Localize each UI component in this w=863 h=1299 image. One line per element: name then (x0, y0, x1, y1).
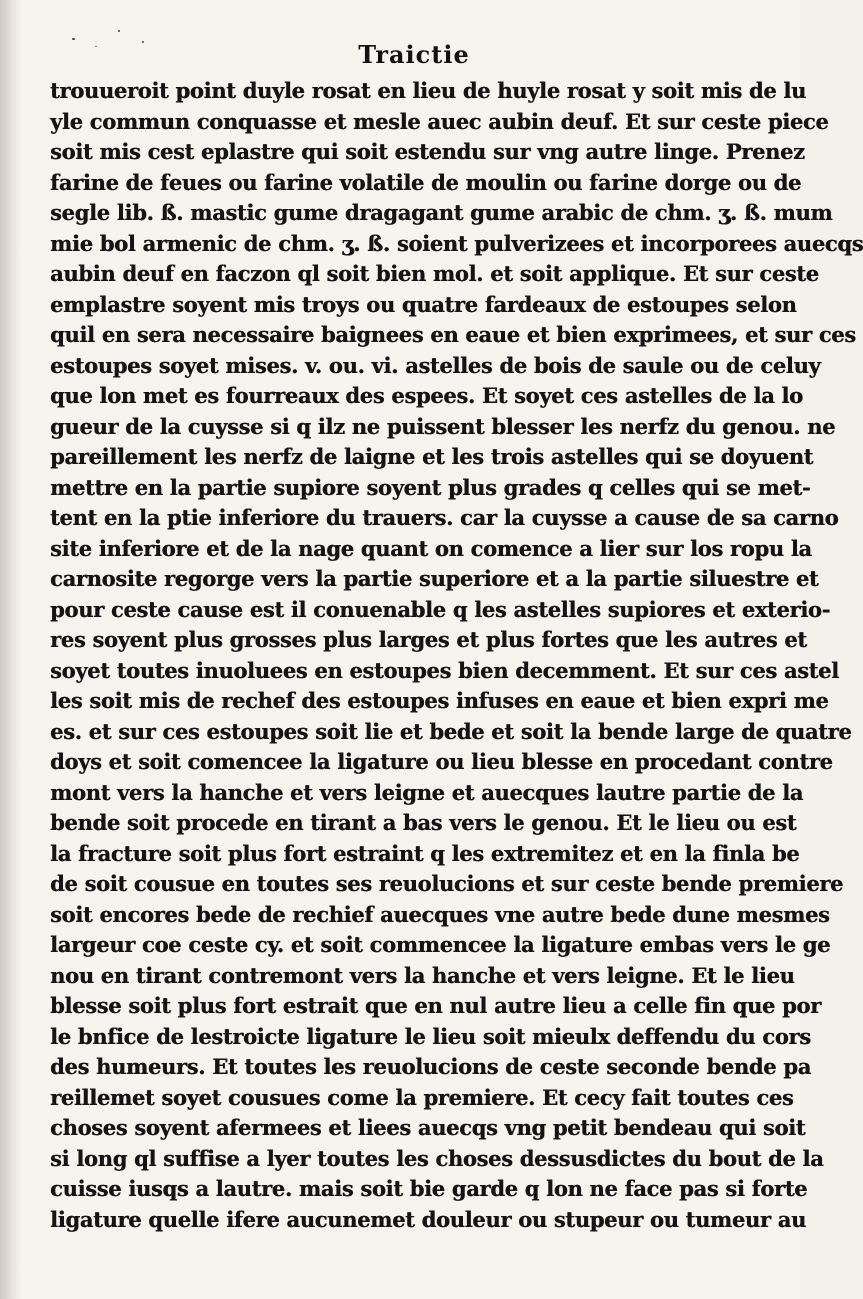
text-line: es. et sur ces estoupes soit lie et bede et soit la bende large de quatre (50, 718, 852, 744)
text-line: le bnfice de lestroicte ligature le lieu soit mieulx deffendu du cors (50, 1023, 811, 1049)
text-line: pareillement les nerfz de laigne et les trois astelles qui se doyuent (50, 444, 814, 469)
text-line: nou en tirant contremont vers la hanche et vers leigne. Et le lieu (50, 962, 795, 988)
text-line: emplastre soyent mis troys ou quatre fardeaux de estoupes selon (50, 291, 797, 317)
text-line: soit encores bede de rechief auecques vne autre bede dune mesmes (50, 901, 830, 927)
text-line: blesse soit plus fort estrait que en nul autre lieu a celle fin que por (50, 993, 821, 1018)
text-line: largeur coe ceste cy. et soit commencee la ligature embas vers le ge (50, 932, 831, 957)
text-line: site inferiore et de la nage quant on comence a lier sur los ropu la (50, 535, 812, 561)
text-line: tent en la ptie inferiore du trauers. car la cuysse a cause de sa carno (50, 505, 839, 530)
text-line: choses soyent afermees et liees auecqs vng petit bendeau qui soit (50, 1115, 806, 1140)
text-line: les soit mis de rechef des estoupes infuses en eaue et bien expri me (50, 688, 829, 713)
text-line: mont vers la hanche et vers leigne et auecques lautre partie de la (50, 779, 804, 805)
text-line: que lon met es fourreaux des espees. Et soyet ces astelles de la lo (50, 383, 803, 408)
body-text (50, 76, 863, 1235)
text-line: mettre en la partie supiore soyent plus grades q celles qui se met- (50, 474, 811, 500)
text-line: farine de feues ou farine volatile de moulin ou farine dorge ou de (50, 169, 801, 195)
text-line: doys et soit comencee la ligature ou lieu blesse en procedant contre (50, 749, 833, 774)
text-line: reillemet soyet cousues come la premiere. Et cecy fait toutes ces (50, 1084, 794, 1110)
text-line: ligature quelle ifere aucunemet douleur ou stupeur ou tumeur au (50, 1206, 806, 1232)
text-line: yle commun conquasse et mesle auec aubin deuf. Et sur ceste piece (50, 108, 829, 134)
text-line: cuisse iusqs a lautre. mais soit bie garde q lon ne face pas si forte (50, 1176, 808, 1201)
text-line: aubin deuf en faczon ql soit bien mol. et soit applique. Et sur ceste (50, 261, 819, 286)
text-line: de soit cousue en toutes ses reuolucions et sur ceste bende premiere (50, 871, 844, 896)
text-line: mie bol armenic de chm. ʒ. ß. soient pulverizees et incorporees auecqs (50, 230, 863, 256)
page-gutter-shadow (0, 0, 22, 1299)
text-line: trouueroit point duyle rosat en lieu de huyle rosat y soit mis de lu (50, 78, 806, 103)
running-head: Traictie (358, 40, 470, 69)
text-line: soit mis cest eplastre qui soit estendu sur vng autre linge. Prenez (50, 139, 805, 164)
text-line: soyet toutes inuoluees en estoupes bien decemment. Et sur ces astel (50, 657, 839, 683)
text-line: gueur de la cuysse si q ilz ne puissent blesser les nerfz du genou. ne (50, 413, 836, 439)
text-line: segle lib. ß. mastic gume dragagant gume arabic de chm. ʒ. ß. mum (50, 200, 833, 225)
text-line: pour ceste cause est il conuenable q les astelles supiores et exterio- (50, 596, 830, 622)
text-line: la fracture soit plus fort estraint q les extremitez et en la finla be (50, 840, 800, 866)
text-line: res soyent plus grosses plus larges et plus fortes que les autres et (50, 627, 807, 652)
text-line: si long ql suffise a lyer toutes les choses dessusdictes du bout de la (50, 1145, 824, 1171)
text-line: des humeurs. Et toutes les reuolucions de ceste seconde bende pa (50, 1054, 811, 1079)
text-line: quil en sera necessaire baignees en eaue et bien exprimees, et sur ces (50, 322, 856, 347)
text-line: bende soit procede en tirant a bas vers le genou. Et le lieu ou est (50, 810, 797, 835)
text-line: estoupes soyet mises. v. ou. vi. astelles de bois de saule ou de celuy (50, 352, 821, 378)
text-line: carnosite regorge vers la partie superiore et a la partie siluestre et (50, 566, 819, 591)
ink-speck (118, 30, 120, 32)
